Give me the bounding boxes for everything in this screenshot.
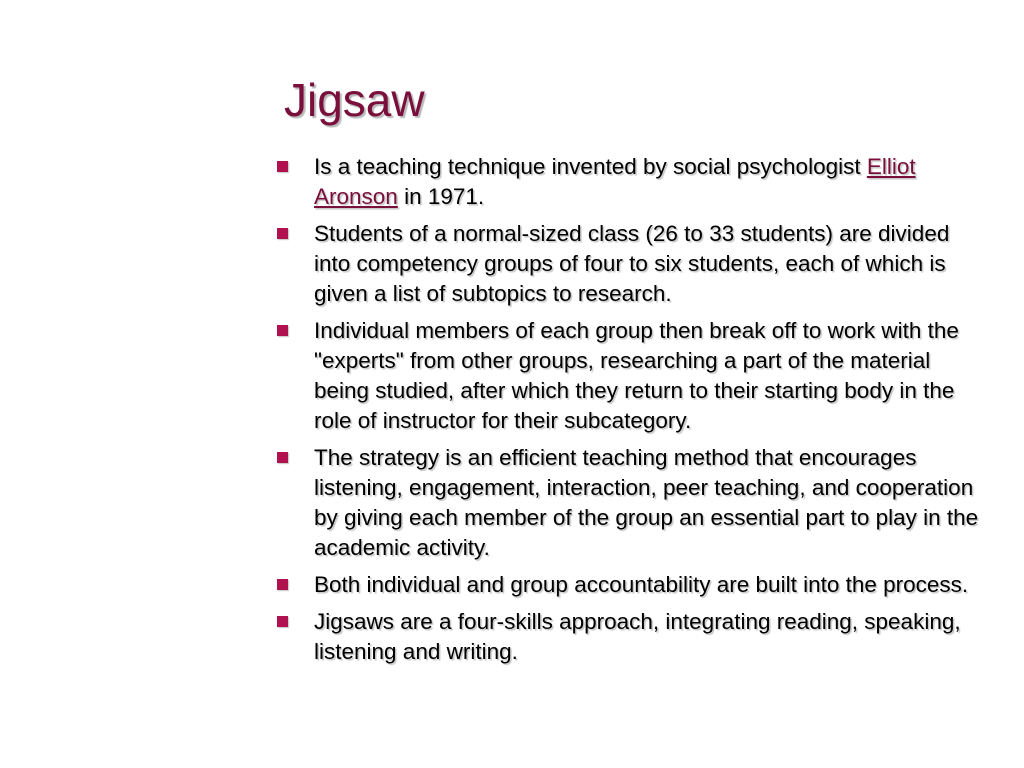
bullet-item bbox=[270, 152, 990, 212]
square-bullet-icon bbox=[277, 452, 288, 463]
bullet-item bbox=[270, 219, 990, 309]
elliot-aronson-link[interactable]: Elliot Aronson bbox=[314, 154, 916, 209]
bullet-text: Jigsaws are a four-skills approach, integrating reading, speaking, listening and writing. bbox=[314, 609, 961, 664]
bullet-item bbox=[270, 443, 990, 563]
bullet-item bbox=[270, 570, 990, 600]
square-bullet-icon bbox=[277, 579, 288, 590]
square-bullet-icon bbox=[277, 325, 288, 336]
square-bullet-icon bbox=[277, 161, 288, 172]
bullet-item bbox=[270, 316, 990, 436]
bullet-text-suffix: in 1971. bbox=[397, 184, 485, 209]
bullet-list bbox=[270, 152, 990, 674]
square-bullet-icon bbox=[277, 228, 288, 239]
bullet-text: Is a teaching technique invented by social psychologist bbox=[314, 154, 867, 179]
bullet-text: Students of a normal-sized class (26 to 33 students) are divided into competency groups of four to six students, each of which is given a list of subtopics to research. bbox=[314, 221, 950, 306]
slide-title: Jigsaw bbox=[284, 74, 425, 126]
bullet-item bbox=[270, 607, 990, 667]
bullet-text: Both individual and group accountability are built into the process. bbox=[314, 572, 969, 597]
bullet-text: Individual members of each group then break off to work with the "experts" from other groups, researching a part of the material being studied, after which they return to their starting body in the role of instructor for their subcategory. bbox=[314, 318, 959, 433]
bullet-text: The strategy is an efficient teaching method that encourages listening, engagement, interaction, peer teaching, and cooperation by giving each member of the group an essential part to play in the academic activity. bbox=[314, 445, 979, 560]
square-bullet-icon bbox=[277, 616, 288, 627]
